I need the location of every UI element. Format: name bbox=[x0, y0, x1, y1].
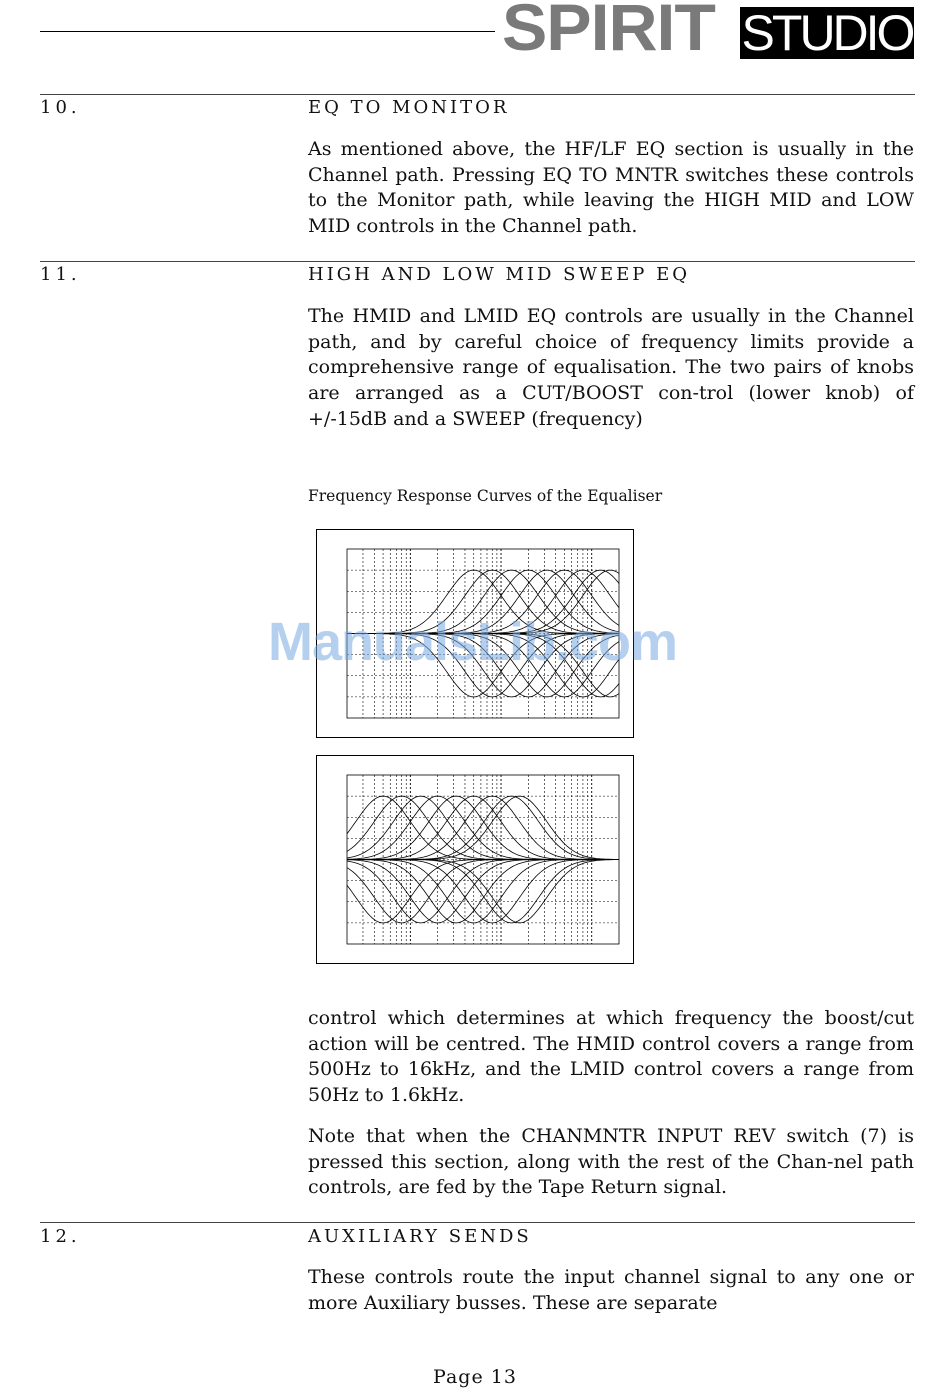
response-curve-cut bbox=[347, 860, 619, 923]
response-curve-boost bbox=[347, 796, 619, 859]
section-divider bbox=[40, 1222, 915, 1223]
section-paragraph: These controls route the input channel signal to any one or more Auxiliary busses. These are separate bbox=[308, 1266, 914, 1314]
watermark: ManualsLib.com bbox=[268, 612, 678, 672]
lmid-eq-plot bbox=[317, 756, 633, 963]
response-curve-cut bbox=[347, 860, 619, 923]
section-number: 11. bbox=[40, 264, 81, 285]
section-paragraph: As mentioned above, the HF/LF EQ section is usually in the Channel path. Pressing EQ TO MNTR switches these controls to the Monitor path, while leaving the HIGH MID and LOW MID controls in the Channel path. bbox=[308, 138, 914, 238]
header-rule bbox=[40, 31, 495, 32]
response-curve-cut bbox=[347, 860, 619, 923]
response-curve-cut bbox=[347, 860, 619, 923]
section-number: 12. bbox=[40, 1226, 81, 1247]
page-number: Page 13 bbox=[433, 1366, 517, 1388]
response-curve-boost bbox=[347, 796, 619, 859]
figure-caption: Frequency Response Curves of the Equaliser bbox=[308, 487, 663, 505]
section-paragraph: Note that when the CHANMNTR INPUT REV switch (7) is pressed this section, along with the rest of the Chan-nel path controls, are fed by the Tape Return signal. bbox=[308, 1125, 914, 1199]
section-divider bbox=[40, 261, 915, 262]
response-curve-boost bbox=[347, 796, 619, 859]
section-title: EQ TO MONITOR bbox=[308, 97, 510, 118]
brand-logo-spirit: SPIRIT bbox=[502, 0, 715, 64]
section-divider bbox=[40, 94, 915, 95]
response-curve-boost bbox=[347, 796, 619, 859]
lmid-eq-graph bbox=[316, 755, 634, 964]
section-title: HIGH AND LOW MID SWEEP EQ bbox=[308, 264, 690, 285]
section-title: AUXILIARY SENDS bbox=[308, 1226, 532, 1247]
response-curve-boost bbox=[347, 796, 619, 859]
response-curve-boost bbox=[347, 796, 619, 859]
response-curve-boost bbox=[347, 796, 619, 859]
response-curve-cut bbox=[347, 860, 619, 923]
response-curve-cut bbox=[347, 860, 619, 923]
response-curve-boost bbox=[347, 796, 619, 859]
response-curve-cut bbox=[347, 860, 619, 923]
section-number: 10. bbox=[40, 97, 81, 118]
response-curve-cut bbox=[347, 860, 619, 923]
brand-logo-studio: STUDIO bbox=[741, 5, 913, 61]
response-curve-cut bbox=[347, 860, 619, 923]
section-paragraph: control which determines at which frequency the boost/cut action will be centred. The HMID control covers a range from 500Hz to 16kHz, and the LMID control covers a range from 50Hz to 1.6kHz. bbox=[308, 1007, 914, 1107]
section-paragraph: The HMID and LMID EQ controls are usually in the Channel path, and by careful choice of frequency limits provide a comprehensive range of equalisation. The two pairs of knobs are arranged as a CUT/BOOST con-trol (lower knob) of +/-15dB and a SWEEP (frequency) bbox=[308, 305, 914, 430]
response-curve-boost bbox=[347, 796, 619, 859]
